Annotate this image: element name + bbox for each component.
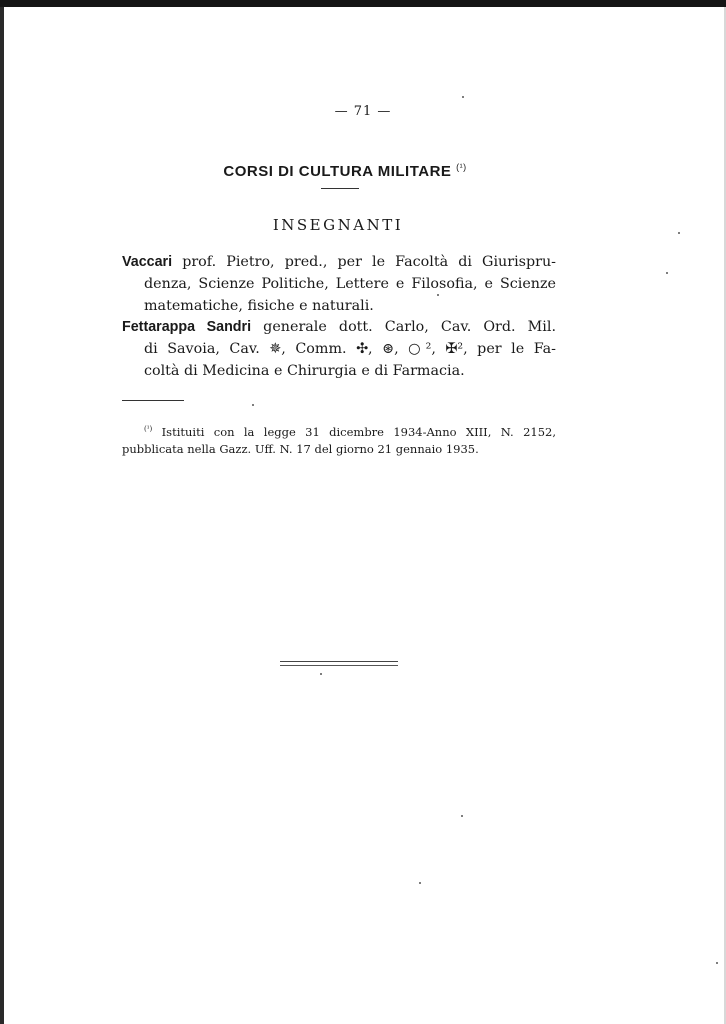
footnote-line — [122, 421, 556, 441]
entry-line: coltà di Medicina e Chirurgia e di Farmacia. — [144, 363, 465, 379]
scan-speck — [320, 673, 322, 675]
title-rule — [321, 188, 359, 189]
scan-speck — [437, 294, 439, 296]
page-number: — 71 — — [334, 104, 392, 119]
entry-line: matematiche, fisiche e naturali. — [144, 298, 374, 314]
entry-line: di Savoia, Cav. ✵, Comm. ✣, ⊛, ○², ✠², per le Fa- — [144, 341, 556, 357]
title-footnote-marker: (¹) — [456, 162, 467, 172]
scan-speck — [461, 815, 463, 817]
entry-text: prof. Pietro, pred., per le Facoltà di Giurispru- — [172, 254, 556, 270]
scan-top-border — [0, 0, 726, 7]
footnote-marker: (¹) — [144, 425, 153, 433]
scan-speck — [678, 232, 680, 234]
section-title-text: CORSI DI CULTURA MILITARE — [223, 163, 452, 180]
footnote-text: Istituiti con la legge 31 dicembre 1934-Anno XIII, N. 2152, — [152, 424, 556, 439]
scan-speck — [462, 96, 464, 98]
entry-line — [122, 316, 556, 338]
footnote-line: pubblicata nella Gazz. Uff. N. 17 del giorno 21 gennaio 1935. — [122, 441, 479, 456]
subheading: INSEGNANTI — [272, 216, 404, 234]
entry-name: Fettarappa Sandri — [122, 319, 252, 335]
entry-name: Vaccari — [122, 254, 173, 270]
entry-line: denza, Scienze Politiche, Lettere e Filosofia, e Scienze — [144, 276, 556, 292]
scan-left-border — [0, 7, 4, 1024]
scan-speck — [419, 882, 421, 884]
end-rule-bottom — [280, 665, 398, 666]
footnote-rule — [122, 400, 184, 401]
entry-text: generale dott. Carlo, Cav. Ord. Mil. — [251, 319, 556, 335]
end-rule-top — [280, 661, 398, 662]
scan-speck — [252, 404, 254, 406]
scan-speck — [716, 962, 718, 964]
entry-fettarappa-sandri — [122, 316, 556, 382]
footnote — [122, 421, 556, 458]
entry-vaccari — [122, 251, 556, 317]
scan-speck — [666, 272, 668, 274]
entry-line — [122, 251, 556, 273]
section-title — [0, 162, 690, 180]
